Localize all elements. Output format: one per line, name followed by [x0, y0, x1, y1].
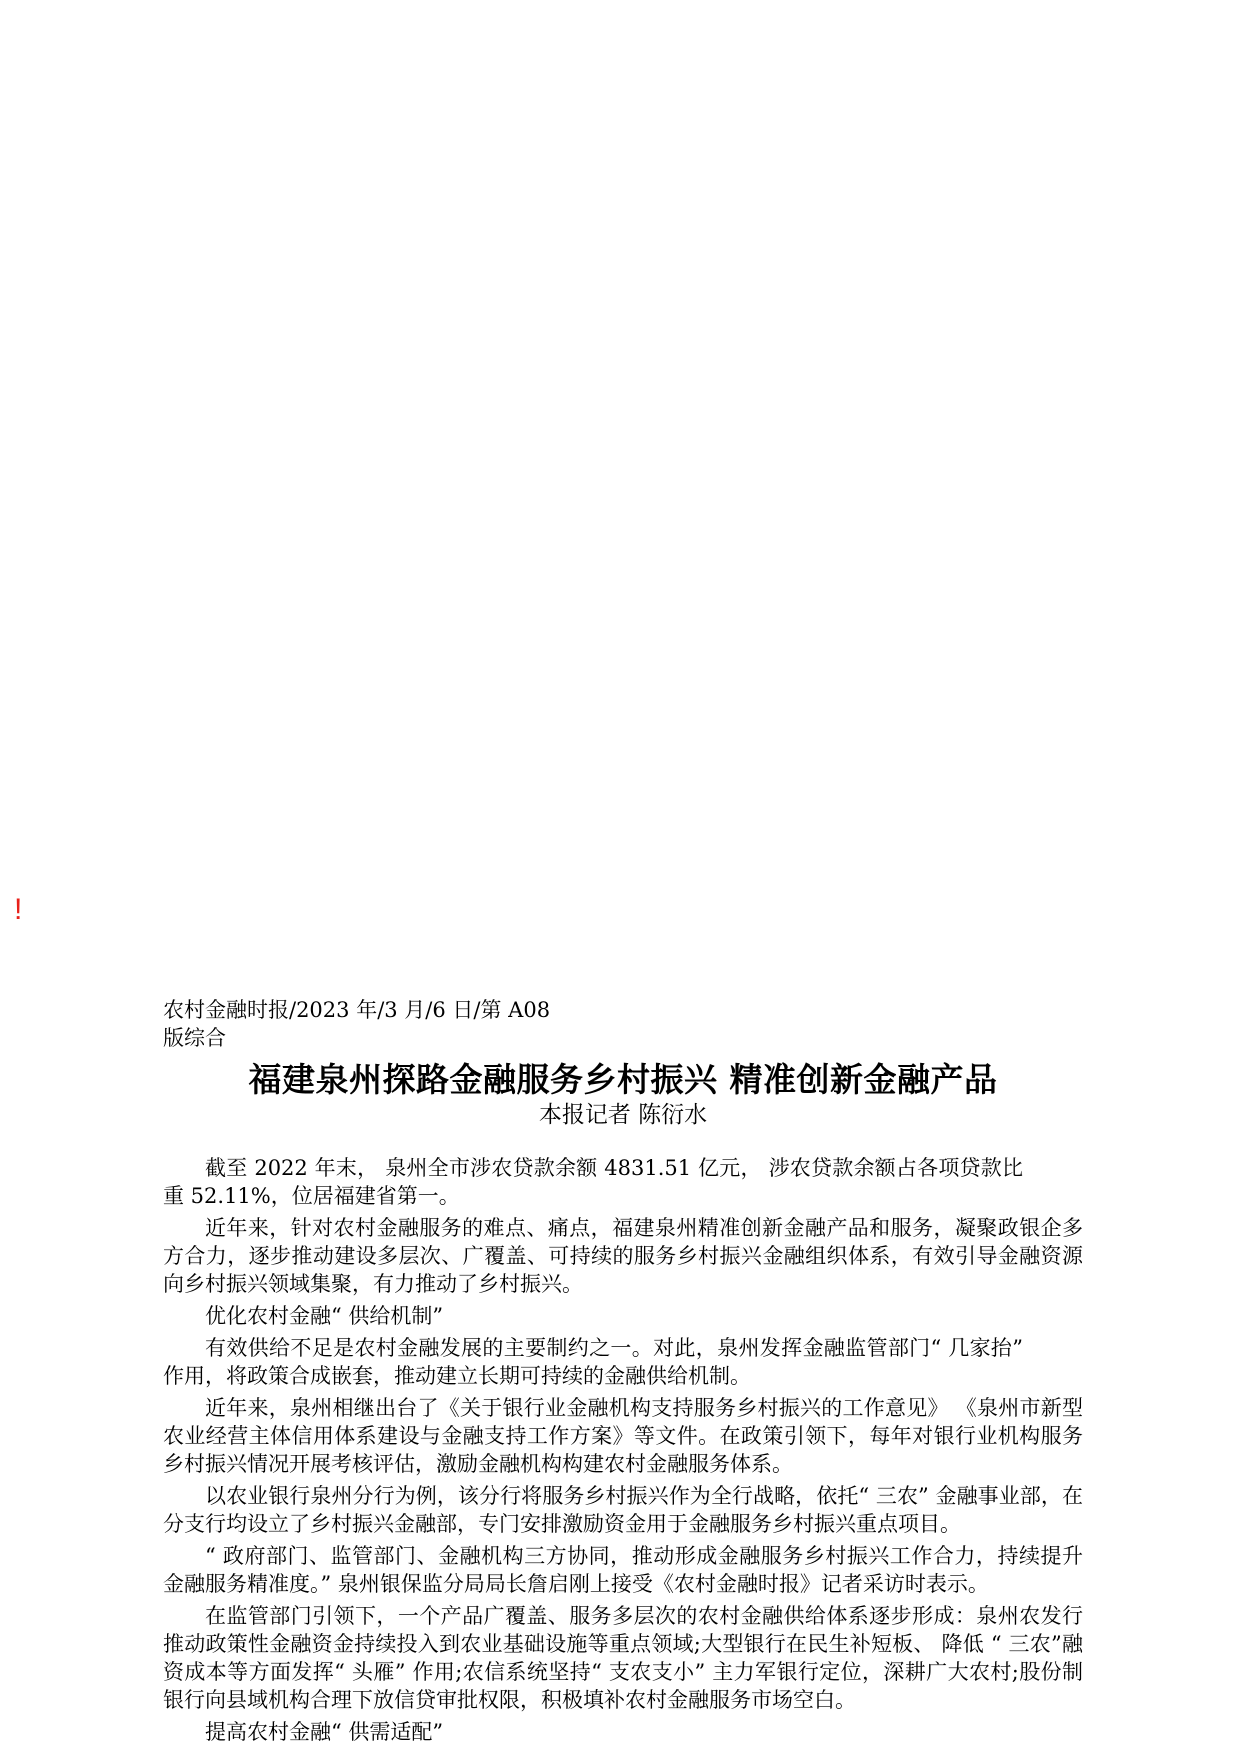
byline: 本报记者 陈衍水: [538, 1102, 708, 1128]
red-exclamation-mark: !: [14, 893, 23, 926]
paragraph-4: 近年来，泉州相继出台了《关于银行业金融机构支持服务乡村振兴的工作意见》 《泉州市新型农业经营主体信用体系建设与金融支持工作方案》等文件。在政策引领下，每年对银行业机构服务乡村振兴情况开展考核评估，激励金融机构构建农村金融服务体系。: [163, 1396, 1083, 1476]
headline: 福建泉州探路金融服务乡村振兴 精准创新金融产品: [248, 1060, 998, 1099]
paragraph-2: 近年来，针对农村金融服务的难点、痛点，福建泉州精准创新金融产品和服务，凝聚政银企多方合力，逐步推动建设多层次、广覆盖、可持续的服务乡村振兴金融组织体系，有效引导金融资源向乡村振兴领域集聚，有力推动了乡村振兴。: [163, 1216, 1083, 1296]
paragraph-5: 以农业银行泉州分行为例，该分行将服务乡村振兴作为全行战略，依托“ 三农” 金融事业部，在分支行均设立了乡村振兴金融部，专门安排激励资金用于金融服务乡村振兴重点项目。: [163, 1484, 1083, 1536]
paragraph-7: 在监管部门引领下，一个产品广覆盖、服务多层次的农村金融供给体系逐步形成：泉州农发行推动政策性金融资金持续投入到农业基础设施等重点领域;大型银行在民生补短板、 降低 “ 三农”融资成本等方面发挥“ 头雁” 作用;农信系统坚持“ 支农支小” 主力军银行定位，深耕广大农村;股份制银行向县域机构合理下放信贷审批权限，积极填补农村金融服务市场空白。: [163, 1604, 1083, 1712]
section-heading-fit: 提高农村金融“ 供需适配”: [205, 1720, 444, 1744]
paragraph-1: 截至 2022 年末， 泉州全市涉农贷款余额 4831.51 亿元， 涉农贷款余额占各项贷款比重 52.11%，位居福建省第一。: [163, 1156, 1023, 1208]
section-heading-supply: 优化农村金融“ 供给机制”: [205, 1304, 444, 1328]
article-body: [163, 1154, 1083, 1746]
paragraph-6: “ 政府部门、监管部门、金融机构三方协同，推动形成金融服务乡村振兴工作合力，持续提升金融服务精准度。” 泉州银保监分局局长詹启刚上接受《农村金融时报》记者采访时表示。: [163, 1544, 1083, 1596]
article: [163, 996, 1083, 1750]
source-line: 农村金融时报/2023 年/3 月/6 日/第 A08 版综合: [163, 998, 551, 1050]
paragraph-3: 有效供给不足是农村金融发展的主要制约之一。对此，泉州发挥金融监管部门“ 几家抬” 作用，将政策合成嵌套，推动建立长期可持续的金融供给机制。: [163, 1336, 1023, 1388]
